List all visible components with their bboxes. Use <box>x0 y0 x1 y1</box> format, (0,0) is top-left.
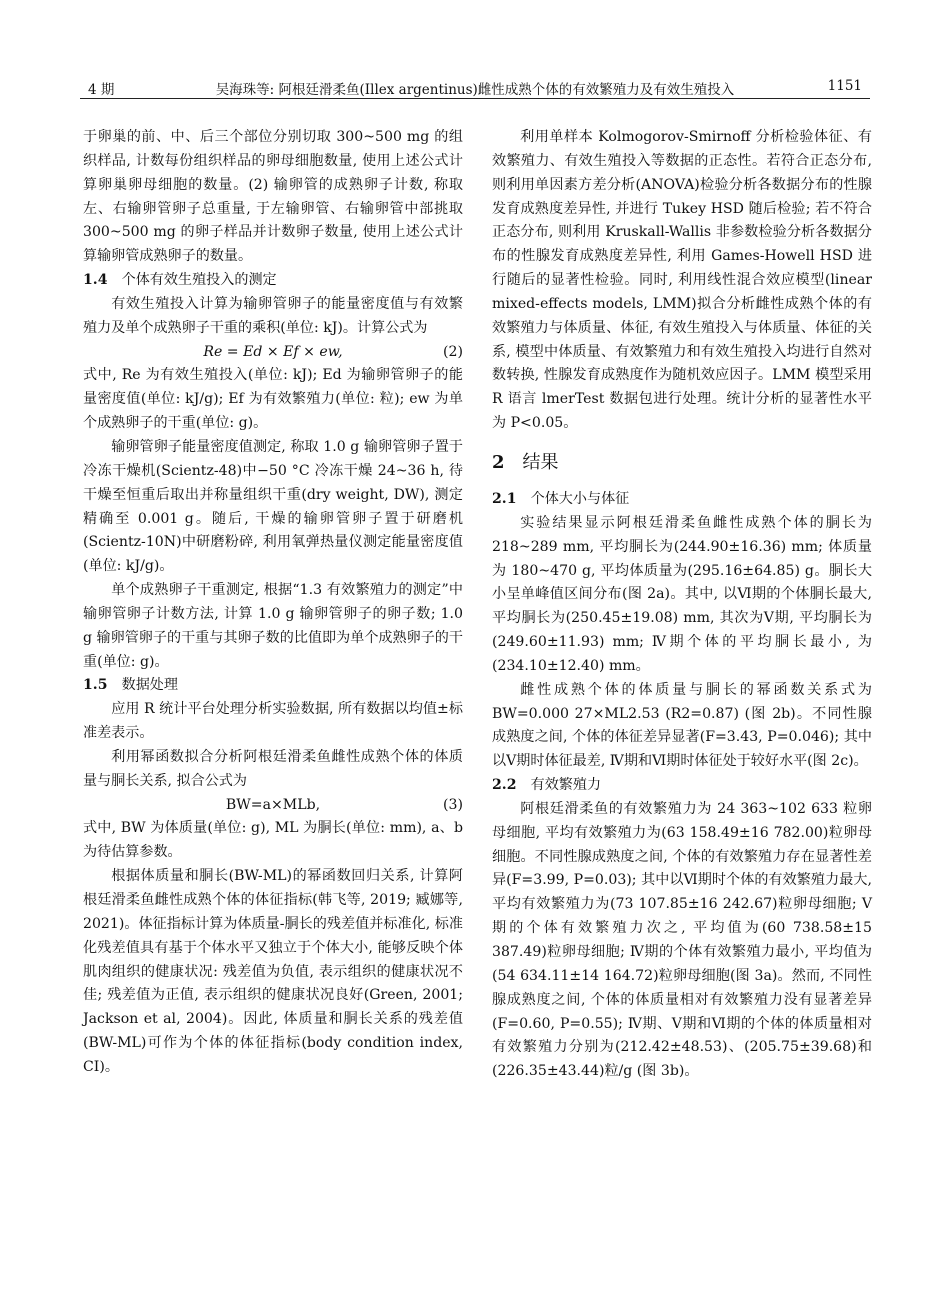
section-number: 1.5 <box>83 677 108 694</box>
paragraph-power-function: 利用幂函数拟合分析阿根廷滑柔鱼雌性成熟个体的体质量与胴长关系, 拟合公式为 <box>83 748 463 789</box>
section-heading-2-1 <box>492 488 872 512</box>
equation-expression: BW=a×MLb, <box>225 796 321 813</box>
paragraph-fecundity: 阿根廷滑柔鱼的有效繁殖力为 24 363~102 633 粒卵母细胞, 平均有效繁殖力为(63 158.49±16 782.00)粒卵母细胞。不同性腺成熟度之间, 个体的有效繁殖力存在显著性差异(F=3.99, P=0.03); 其中以Ⅵ期时个体的有效繁殖力最大, 平均有效繁殖力为(73 107.85±16 242.67)粒卵母细胞; Ⅴ期的个体有效繁殖力次之, 平均值为(60 738.58±15 387.49)粒卵母细胞; Ⅳ期的个体有效繁殖力最小, 平均值为(54 634.11±14 164.72)粒卵母细胞(图 3a)。然而, 不同性腺成熟度之间, 个体的体质量相对有效繁殖力没有显著差异(F=0.60, P=0.55); Ⅳ期、Ⅴ期和Ⅵ期的个体的体质量相对有效繁殖力分别为(212.42±48.53)、(205.75±39.68)和(226.35±43.44)粒/g (图 3b)。 <box>492 800 872 1080</box>
section-heading-1-5 <box>83 674 463 698</box>
section-heading-1-4 <box>83 269 463 293</box>
section-title: 个体有效生殖投入的测定 <box>121 272 277 289</box>
section-title: 有效繁殖力 <box>530 777 602 794</box>
equation-number: (2) <box>443 343 463 360</box>
section-title: 个体大小与体征 <box>530 490 630 507</box>
left-column <box>83 126 463 1080</box>
paragraph-eq3-definitions: 式中, BW 为体质量(单位: g), ML 为胴长(单位: mm), a、b 为待估算参数。 <box>83 820 463 861</box>
paragraph-ovary-count: 于卵巢的前、中、后三个部位分别切取 300~500 mg 的组织样品, 计数每份组织样品的卵母细胞数量, 使用上述公式计算卵巢卵母细胞的数量。(2) 输卵管的成熟卵子计数, 称取左、右输卵管卵子总重量, 于左输卵管、右输卵管中部挑取 300~500 mg 的卵子样品并计数卵子数量, 使用上述公式计算输卵管成熟卵子的数量。 <box>83 129 463 265</box>
running-header <box>80 74 870 99</box>
section-title: 数据处理 <box>121 677 178 694</box>
paragraph-condition-index: 根据体质量和胴长(BW-ML)的幂函数回归关系, 计算阿根廷滑柔鱼雌性成熟个体的体征指标(韩飞等, 2019; 臧娜等, 2021)。体征指标计算为体质量-胴长的残差值并标准化, 标准化残差值具有基于个体水平又独立于个体大小, 能够反映个体肌肉组织的健康状况: 残差值为负值, 表示组织的健康状况不佳; 残差值为正值, 表示组织的健康状况良好(Green, 2001; Jackson et al, 2004)。因此, 体质量和胴长关系的残差值(BW-ML)可作为个体的体征指标(body condition index, CI)。 <box>83 868 463 1075</box>
section-heading-2-2 <box>492 774 872 798</box>
equation-2 <box>83 341 463 365</box>
paragraph-body-size: 实验结果显示阿根廷滑柔鱼雌性成熟个体的胴长为 218~289 mm, 平均胴长为(244.90±16.36) mm; 体质量为 180~470 g, 平均体质量为(295.16±64.85) g。胴长大小呈单峰值区间分布(图 2a)。其中, 以Ⅵ期的个体胴长最大, 平均胴长为(250.45±19.08) mm, 其次为Ⅴ期, 平均胴长为(249.60±11.93) mm; Ⅳ期个体的平均胴长最小, 为(234.10±12.40) mm。 <box>492 514 872 674</box>
running-title: 吴海珠等: 阿根廷滑柔鱼(Illex argentinus)雌性成熟个体的有效繁殖力及有效生殖投入 <box>215 82 735 98</box>
paragraph-statistics: 利用单样本 Kolmogorov-Smirnoff 分析检验体征、有效繁殖力、有效生殖投入等数据的正态性。若符合正态分布, 则利用单因素方差分析(ANOVA)检验分析各数据分布的性腺发育成熟度差异性, 并进行 Tukey HSD 随后检验; 若不符合正态分布, 则利用 Kruskall-Wallis 非参数检验分析各数据分布的性腺发育成熟度差异性, 利用 Games-Howell HSD 进行随后的显著性检验。同时, 利用线性混合效应模型(linear mixed-effects models, LMM)拟合分析雌性成熟个体的有效繁殖力与体质量、体征, 有效生殖投入与体质量、体征的关系, 模型中体质量、有效繁殖力和有效生殖投入均进行自然对数转换, 性腺发育成熟度作为随机效应因子。LMM 模型采用 R 语言 lmerTest 数据包进行处理。统计分析的显著性水平为 P<0.05。 <box>492 129 872 432</box>
section-number: 2.1 <box>492 490 517 507</box>
paragraph-energy-density: 输卵管卵子能量密度值测定, 称取 1.0 g 输卵管卵子置于冷冻干燥机(Scientz-48)中−50 °C 冷冻干燥 24~36 h, 待干燥至恒重后取出并称量组织干重(dry weight, DW), 测定精确至 0.001 g。随后, 干燥的输卵管卵子置于研磨机(Scientz-10N)中研磨粉碎, 利用氧弹热量仪测定能量密度值(单位: kJ/g)。 <box>83 438 463 575</box>
equation-expression: Re = Ed × Ef × ew, <box>203 343 343 360</box>
paragraph-reproductive-investment: 有效生殖投入计算为输卵管卵子的能量密度值与有效繁殖力及单个成熟卵子干重的乘积(单位: kJ)。计算公式为 <box>83 295 463 336</box>
paragraph-egg-dry-weight: 单个成熟卵子干重测定, 根据“1.3 有效繁殖力的测定”中输卵管卵子计数方法, 计算 1.0 g 输卵管卵子的卵子数; 1.0 g 输卵管卵子的干重与其卵子数的比值即为单个成熟卵子的干重(单位: g)。 <box>83 582 463 670</box>
section-title: 结果 <box>522 451 559 473</box>
page-number: 1151 <box>827 78 862 94</box>
paragraph-r-platform: 应用 R 统计平台处理分析实验数据, 所有数据以均值±标准差表示。 <box>83 701 463 742</box>
paragraph-eq2-definitions: 式中, Re 为有效生殖投入(单位: kJ); Ed 为输卵管卵子的能量密度值(单位: kJ/g); Ef 为有效繁殖力(单位: 粒); ew 为单个成熟卵子的干重(单位: g)。 <box>83 367 463 432</box>
section-number: 2 <box>492 451 505 473</box>
section-number: 2.2 <box>492 777 517 794</box>
issue-number: 4 期 <box>88 82 115 98</box>
section-heading-2 <box>492 448 872 478</box>
right-column <box>492 126 872 1084</box>
section-number: 1.4 <box>83 272 108 289</box>
equation-3 <box>83 794 463 818</box>
paragraph-bw-ml-relation: 雌性成熟个体的体质量与胴长的幂函数关系式为 BW=0.000 27×ML2.53 (R2=0.87) (图 2b)。不同性腺成熟度之间, 个体的体征差异显著(F=3.43, P=0.046); 其中以Ⅴ期时体征最差, Ⅳ期和Ⅵ期时体征处于较好水平(图 2c)。 <box>492 681 872 770</box>
equation-number: (3) <box>443 796 463 813</box>
